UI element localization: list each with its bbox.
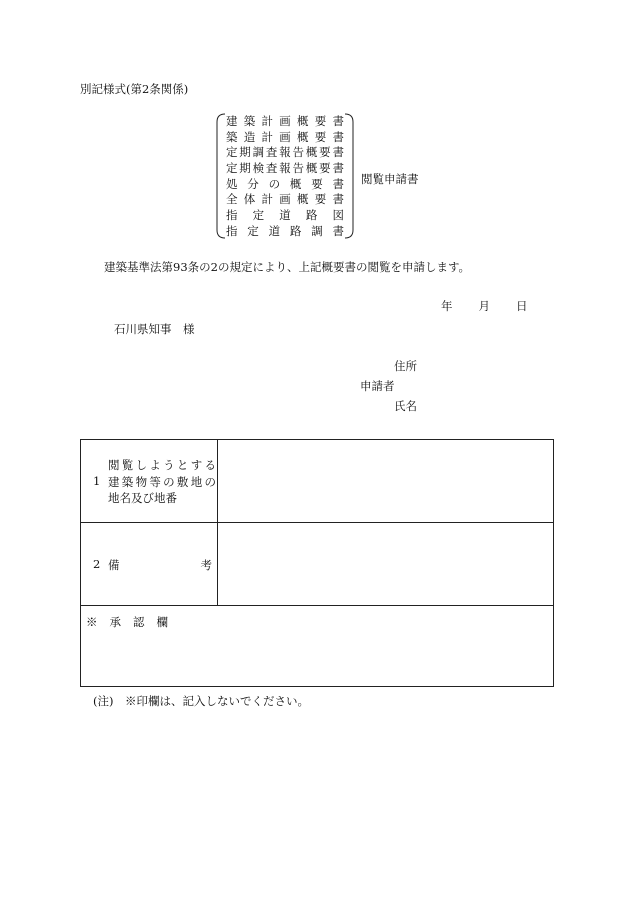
applicant-label: 申請者 — [360, 379, 395, 393]
site-location-field[interactable] — [218, 440, 553, 522]
title-options-block — [214, 112, 356, 240]
title-option: 指定道路調書 — [226, 223, 344, 238]
table-row-remarks — [81, 523, 553, 606]
site-location-label-cell — [81, 440, 218, 522]
approval-label: ※承認欄 — [86, 615, 168, 629]
remarks-field[interactable] — [218, 523, 553, 605]
date-day-label: 日 — [516, 299, 528, 313]
form-label: 別記様式(第2条関係) — [80, 82, 189, 96]
title-option: 指定道路図 — [226, 208, 344, 223]
title-option: 全体計画概要書 — [226, 192, 344, 207]
name-label: 氏名 — [394, 399, 417, 413]
title-option: 定期検査報告概要書 — [226, 161, 344, 176]
row-number: 2 — [93, 557, 101, 571]
title-option-list — [226, 114, 344, 240]
application-table — [80, 439, 554, 687]
title-suffix: 閲覧申請書 — [361, 172, 419, 186]
note-text: (注) ※印欄は、記入しないでください。 — [93, 694, 309, 708]
addressee: 石川県知事 様 — [114, 322, 195, 336]
title-option: 定期調査報告概要書 — [226, 145, 344, 160]
title-option: 処分の概要書 — [226, 176, 344, 191]
site-location-label-line: 閲覧しようとする — [108, 458, 216, 472]
remarks-label-cell — [81, 523, 218, 605]
row-number: 1 — [93, 474, 101, 488]
site-location-label — [108, 457, 216, 507]
intro-text: 建築基準法第93条の2の規定により、上記概要書の閲覧を申請します。 — [104, 260, 471, 274]
date-year-label: 年 — [441, 299, 453, 313]
address-label: 住所 — [394, 359, 417, 373]
table-row-approval — [81, 606, 553, 686]
remarks-label: 備考 — [108, 558, 212, 572]
title-option: 築造計画概要書 — [226, 129, 344, 144]
title-option: 建築計画概要書 — [226, 114, 344, 128]
site-location-label-line: 建築物等の敷地の — [108, 474, 216, 489]
table-row-site-location — [81, 440, 553, 523]
date-month-label: 月 — [478, 299, 490, 313]
site-location-label-line: 地名及び地番 — [108, 491, 177, 505]
date-line — [441, 298, 528, 314]
